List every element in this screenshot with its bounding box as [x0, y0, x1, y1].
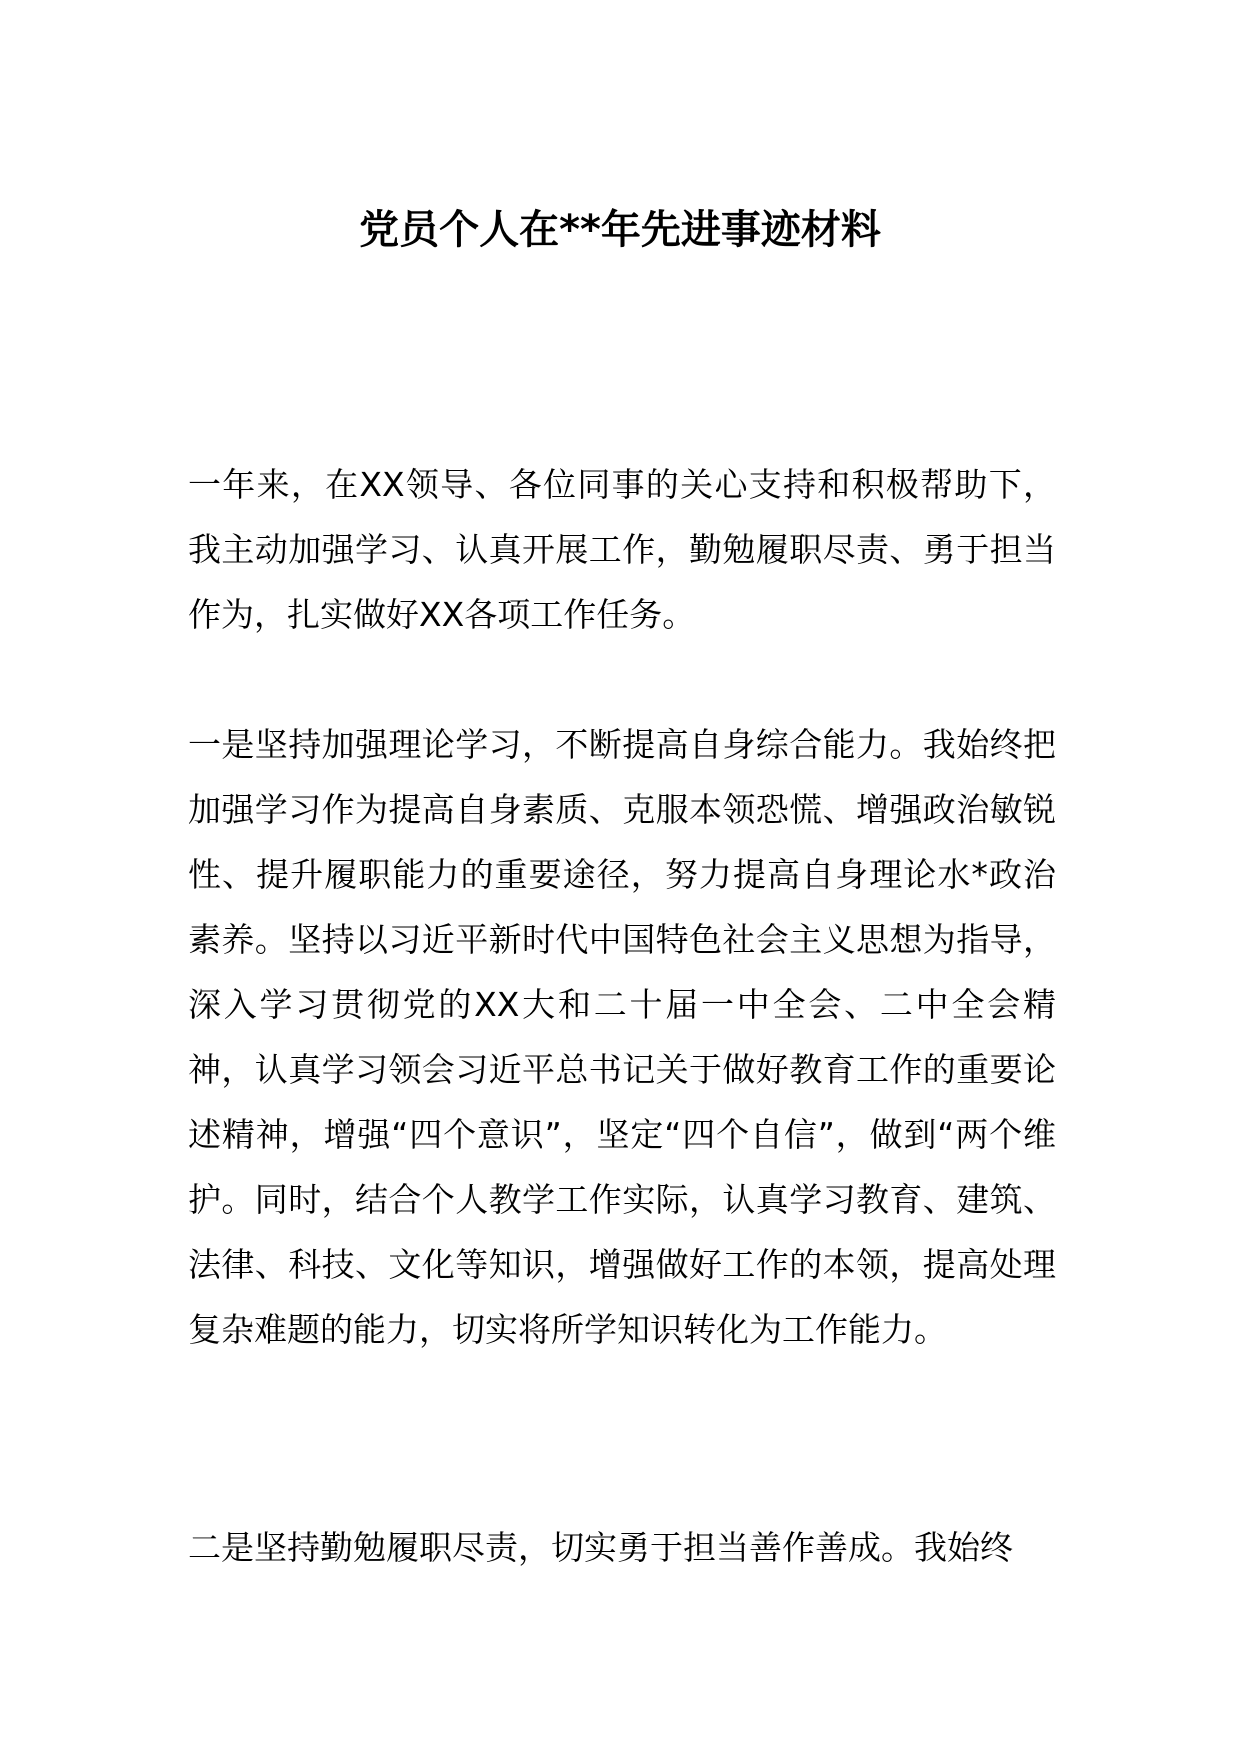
paragraph-duty-diligence: 二是坚持勤勉履职尽责，切实勇于担当善作善成。我始终 — [188, 1528, 1013, 1567]
paragraph-intro: 一年来，在XX领导、各位同事的关心支持和积极帮助下，我主动加强学习、认真开展工作，勤勉履职尽责、勇于担当作为，扎实做好XX各项工作任务。 — [188, 465, 1056, 634]
document-title: 党员个人在**年先进事迹材料 — [359, 207, 881, 253]
paragraph-theory-study: 一是坚持加强理论学习，不断提高自身综合能力。我始终把加强学习作为提高自身素质、克服本领恐慌、增强政治敏锐性、提升履职能力的重要途径，努力提高自身理论水*政治素养。坚持以习近平新时代中国特色社会主义思想为指导，深入学习贯彻党的XX大和二十届一中全会、二中全会精神，认真学习领会习近平总书记关于做好教育工作的重要论述精神，增强“四个意识”，坚定“四个自信”，做到“两个维护。同时，结合个人教学工作实际，认真学习教育、建筑、法律、科技、文化等知识，增强做好工作的本领，提高处理复杂难题的能力，切实将所学知识转化为工作能力。 — [188, 725, 1056, 1349]
